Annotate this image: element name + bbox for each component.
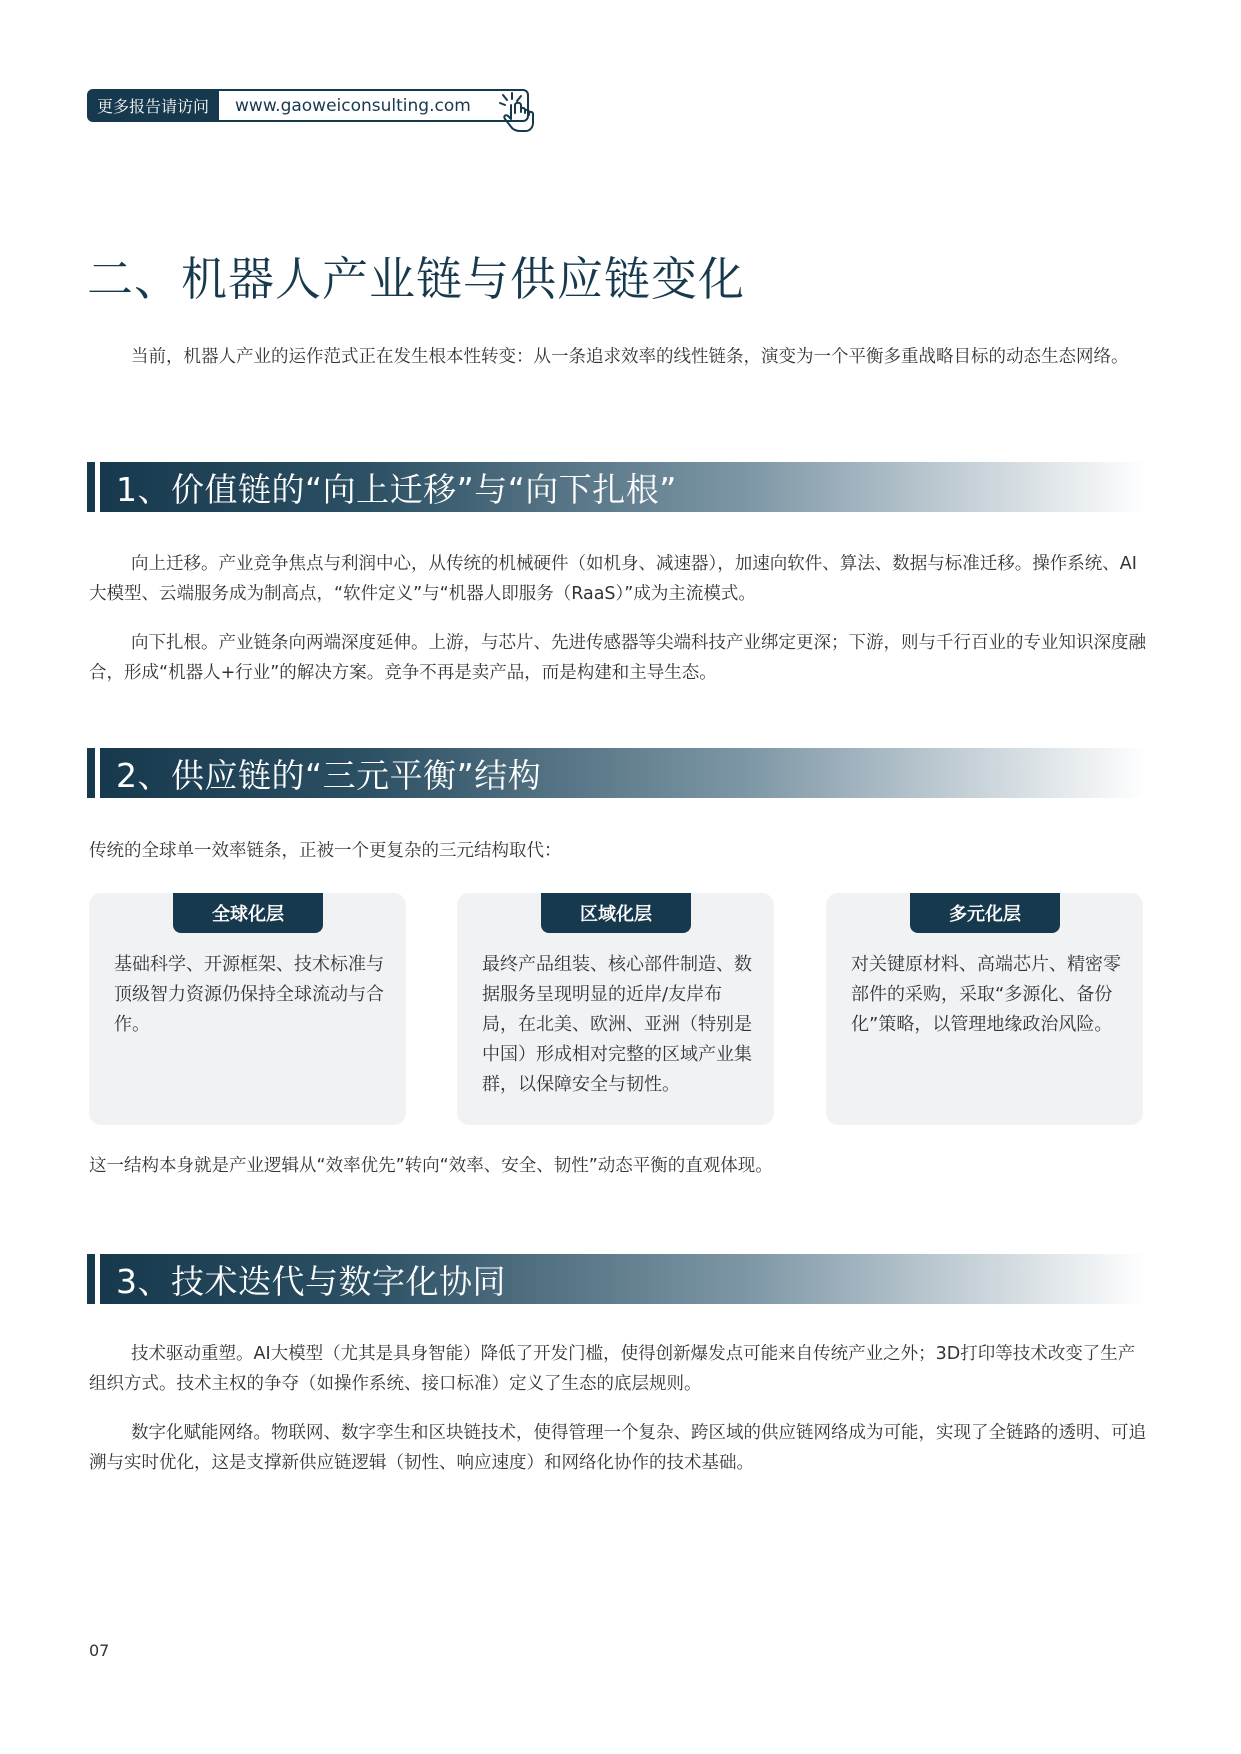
- section-heading-3: [87, 1254, 1147, 1304]
- section-1-paragraph-1: 向上迁移。产业竞争焦点与利润中心，从传统的机械硬件（如机身、减速器），加速向软件、算法、数据与标准迁移。操作系统、AI大模型、云端服务成为制高点，“软件定义”与“机器人即服务（RaaS）”成为主流模式。: [89, 554, 1137, 604]
- card-global-layer: [89, 893, 406, 1125]
- section-accent: [87, 462, 95, 512]
- section-1-paragraph-2: 向下扎根。产业链条向两端深度延伸。上游，与芯片、先进传感器等尖端科技产业绑定更深；下游，则与千行百业的专业知识深度融合，形成“机器人+行业”的解决方案。竞争不再是卖产品，而是构建和主导生态。: [89, 633, 1146, 683]
- section-heading-1: [87, 462, 1147, 512]
- header-badge: [87, 89, 529, 122]
- header-url-link[interactable]: www.gaoweiconsulting.com: [219, 89, 529, 122]
- page-number: 07: [89, 1641, 110, 1660]
- card-tab: 区域化层: [541, 893, 691, 933]
- card-diversified-layer: [826, 893, 1143, 1125]
- card-regional-layer: [457, 893, 774, 1125]
- section-heading-2: [87, 748, 1147, 798]
- section-heading-text: 3、技术迭代与数字化协同: [116, 1261, 506, 1301]
- section-accent: [87, 748, 95, 798]
- page-title: 二、机器人产业链与供应链变化: [87, 252, 745, 306]
- section-heading-text: 2、供应链的“三元平衡”结构: [116, 755, 542, 795]
- section-3-paragraph-1: 技术驱动重塑。AI大模型（尤其是具身智能）降低了开发门槛，使得创新爆发点可能来自传统产业之外；3D打印等技术改变了生产组织方式。技术主权的争夺（如操作系统、接口标准）定义了生态的底层规则。: [89, 1344, 1136, 1394]
- section-heading-text: 1、价值链的“向上迁移”与“向下扎根”: [116, 469, 677, 509]
- intro-paragraph: 当前，机器人产业的运作范式正在发生根本性转变：从一条追求效率的线性链条，演变为一个平衡多重战略目标的动态生态网络。: [131, 347, 1129, 367]
- card-text: 最终产品组装、核心部件制造、数据服务呈现明显的近岸/友岸布局，在北美、欧洲、亚洲（特别是中国）形成相对完整的区域产业集群，以保障安全与韧性。: [482, 954, 752, 1095]
- card-text: 对关键原材料、高端芯片、精密零部件的采购，采取“多源化、备份化”策略，以管理地缘政治风险。: [851, 954, 1121, 1035]
- header-label: 更多报告请访问: [87, 89, 219, 122]
- section-2-closing: 这一结构本身就是产业逻辑从“效率优先”转向“效率、安全、韧性”动态平衡的直观体现。: [89, 1156, 773, 1176]
- section-accent: [87, 1254, 95, 1304]
- card-tab: 全球化层: [173, 893, 323, 933]
- card-text: 基础科学、开源框架、技术标准与顶级智力资源仍保持全球流动与合作。: [114, 954, 384, 1035]
- hand-pointer-icon: [494, 89, 540, 135]
- card-tab: 多元化层: [910, 893, 1060, 933]
- section-3-paragraph-2: 数字化赋能网络。物联网、数字孪生和区块链技术，使得管理一个复杂、跨区域的供应链网络成为可能，实现了全链路的透明、可追溯与实时优化，这是支撑新供应链逻辑（韧性、响应速度）和网络化协作的技术基础。: [89, 1423, 1146, 1473]
- section-2-lead: 传统的全球单一效率链条，正被一个更复杂的三元结构取代：: [89, 841, 562, 861]
